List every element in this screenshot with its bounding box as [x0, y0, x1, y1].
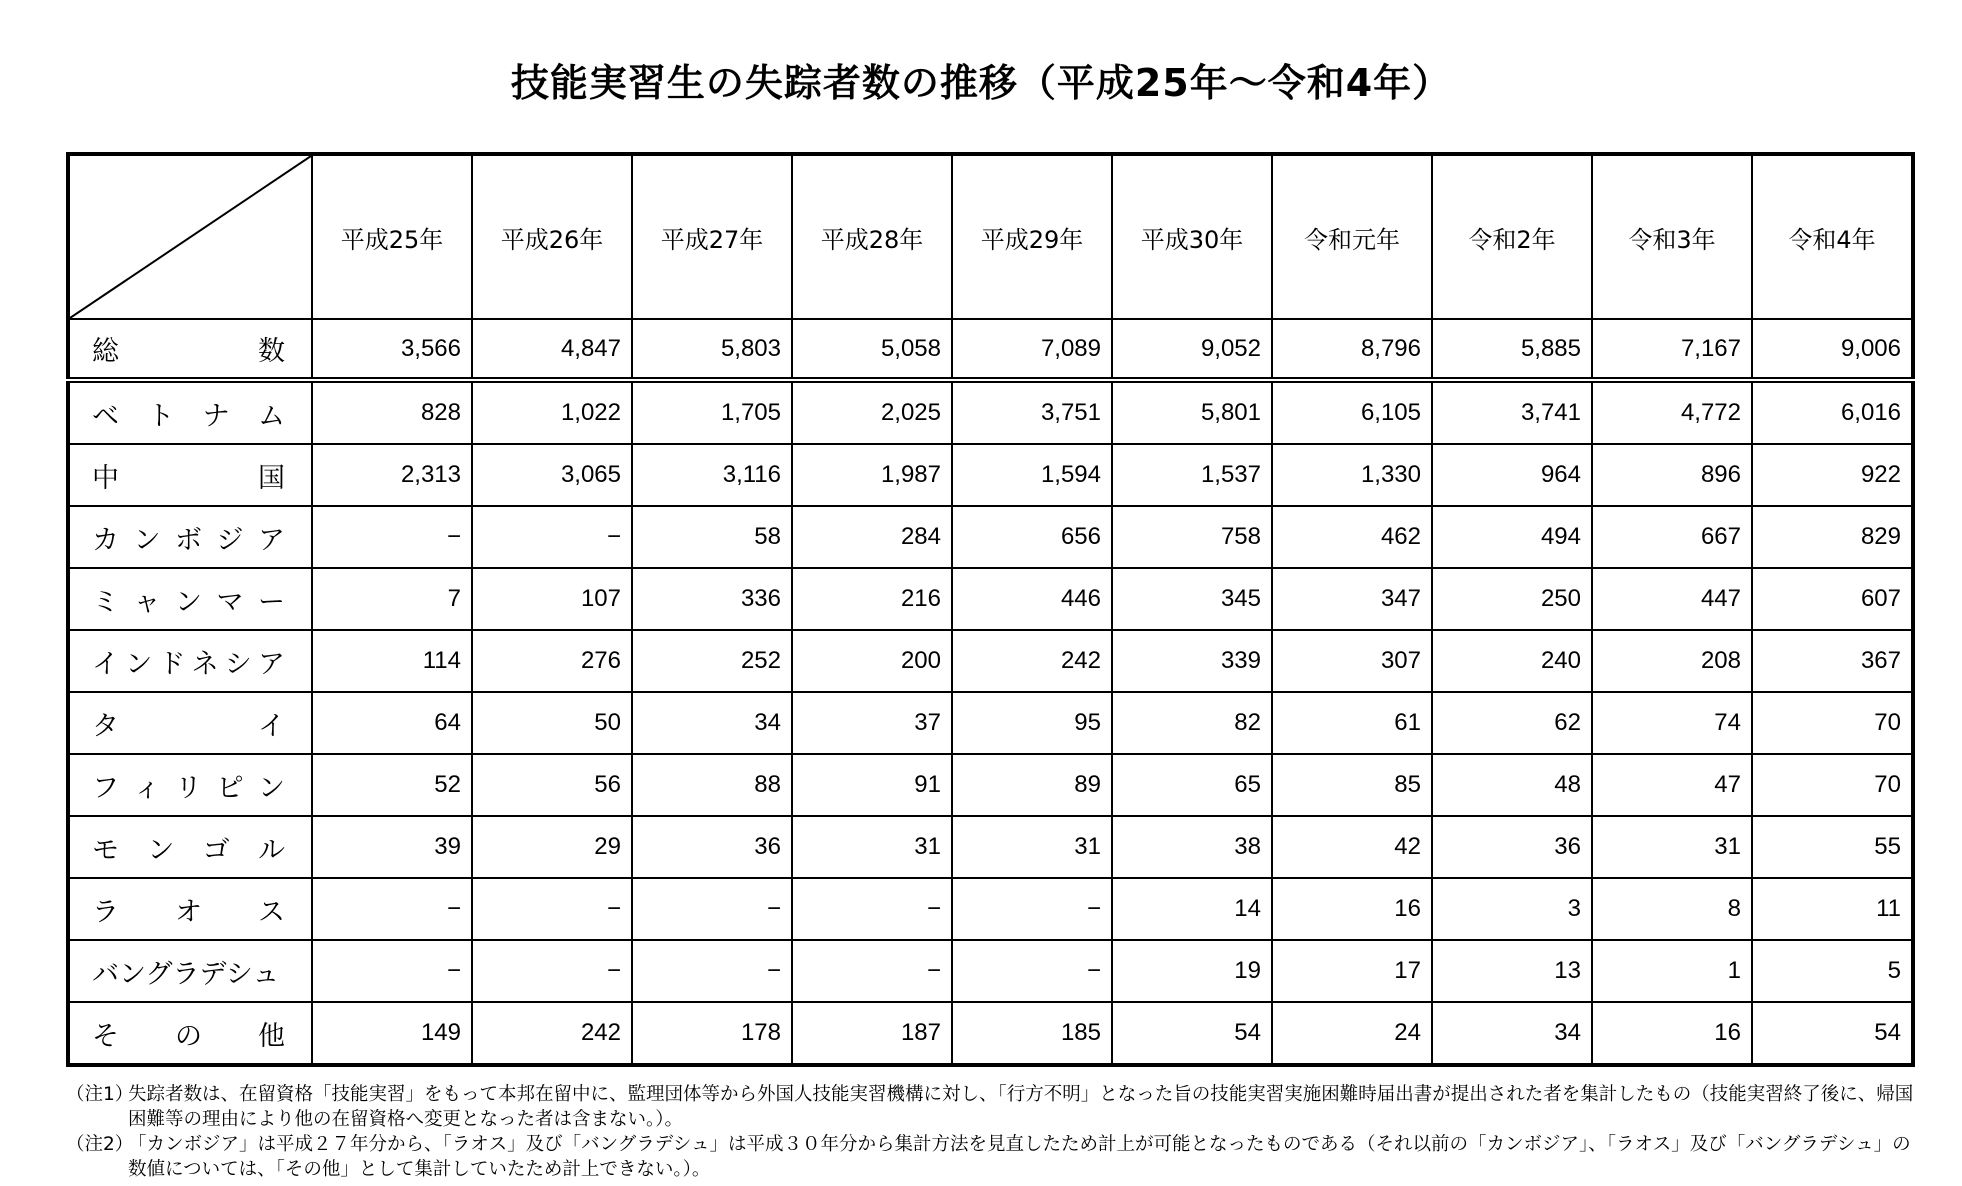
value-cell: −: [312, 940, 472, 1002]
row-label-char: の: [175, 1020, 202, 1052]
note-2: [66, 1132, 1926, 1182]
year-header: 令和3年: [1592, 154, 1752, 319]
value-cell: 3,116: [632, 444, 792, 506]
value-cell: −: [792, 878, 952, 940]
value-cell: 5,058: [792, 319, 952, 380]
value-cell: 5,801: [1112, 380, 1272, 444]
row-label-char: マ: [216, 586, 244, 618]
value-cell: 447: [1592, 568, 1752, 630]
country-row: [68, 380, 1913, 444]
country-row: [68, 1002, 1913, 1065]
row-label-char: ラ: [92, 896, 119, 928]
country-row: [68, 940, 1913, 1002]
value-cell: 758: [1112, 506, 1272, 568]
note-1: [66, 1082, 1926, 1132]
value-cell: 6,105: [1272, 380, 1432, 444]
notes: [66, 1082, 1926, 1182]
value-cell: 17: [1272, 940, 1432, 1002]
row-label-char: ス: [258, 896, 285, 928]
value-cell: 1,022: [472, 380, 632, 444]
value-cell: 494: [1432, 506, 1592, 568]
year-header: 令和2年: [1432, 154, 1592, 319]
value-cell: 31: [952, 816, 1112, 878]
value-cell: −: [312, 506, 472, 568]
value-cell: 964: [1432, 444, 1592, 506]
value-cell: 13: [1432, 940, 1592, 1002]
row-label-char: タ: [92, 710, 119, 742]
value-cell: 896: [1592, 444, 1752, 506]
row-label-char: バングラデシュ: [92, 958, 280, 990]
value-cell: 14: [1112, 878, 1272, 940]
value-cell: 107: [472, 568, 632, 630]
value-cell: 5,885: [1432, 319, 1592, 380]
country-row: [68, 754, 1913, 816]
value-cell: 37: [792, 692, 952, 754]
row-label-char: ネ: [191, 648, 219, 680]
value-cell: −: [632, 878, 792, 940]
value-cell: 208: [1592, 630, 1752, 692]
country-row: [68, 444, 1913, 506]
value-cell: 367: [1752, 630, 1913, 692]
header-row: [68, 154, 1913, 319]
row-label-char: ン: [125, 648, 153, 680]
year-header: 令和元年: [1272, 154, 1432, 319]
row-label-char: モ: [92, 834, 119, 866]
value-cell: 16: [1592, 1002, 1752, 1065]
value-cell: 828: [312, 380, 472, 444]
value-cell: 1: [1592, 940, 1752, 1002]
value-cell: 240: [1432, 630, 1592, 692]
row-label-char: ド: [158, 648, 186, 680]
row-label: [68, 444, 312, 506]
value-cell: 31: [792, 816, 952, 878]
total-row: [68, 319, 1913, 380]
value-cell: 38: [1112, 816, 1272, 878]
value-cell: −: [952, 878, 1112, 940]
value-cell: 1,594: [952, 444, 1112, 506]
country-row: [68, 630, 1913, 692]
value-cell: −: [472, 506, 632, 568]
row-label-char: オ: [175, 896, 202, 928]
year-header: 平成27年: [632, 154, 792, 319]
value-cell: 48: [1432, 754, 1592, 816]
value-cell: 70: [1752, 692, 1913, 754]
row-label: [68, 692, 312, 754]
value-cell: 6,016: [1752, 380, 1913, 444]
country-row: [68, 816, 1913, 878]
value-cell: 29: [472, 816, 632, 878]
row-label-char: ナ: [202, 400, 230, 432]
value-cell: 58: [632, 506, 792, 568]
row-label: [68, 878, 312, 940]
value-cell: 34: [1432, 1002, 1592, 1065]
row-label-char: ン: [147, 834, 175, 866]
value-cell: 74: [1592, 692, 1752, 754]
value-cell: 3,566: [312, 319, 472, 380]
value-cell: 36: [1432, 816, 1592, 878]
note-text: 失踪者数は、在留資格「技能実習」をもって本邦在留中に、監理団体等から外国人技能実習機構に対し、「行方不明」となった旨の技能実習実施困難時届出書が提出された者を集計したもの（技能実習終了後に、帰国困難等の理由により他の在留資格へ変更となった者は含まない。）。: [128, 1084, 1914, 1130]
value-cell: −: [472, 940, 632, 1002]
value-cell: 347: [1272, 568, 1432, 630]
note-text: 「カンボジア」は平成２７年分から、「ラオス」及び「バングラデシュ」は平成３０年分から集計方法を見直したため計上が可能となったものである（それ以前の「カンボジア」、「ラオス」及び「バングラデシュ」の数値については、「その他」として集計していたため計上できない。）。: [128, 1134, 1911, 1180]
row-label: [68, 568, 312, 630]
row-label-char: ン: [133, 524, 161, 556]
value-cell: 5: [1752, 940, 1913, 1002]
value-cell: 149: [312, 1002, 472, 1065]
value-cell: 922: [1752, 444, 1913, 506]
row-label: [68, 816, 312, 878]
row-label: [68, 1002, 312, 1065]
value-cell: 3,065: [472, 444, 632, 506]
value-cell: −: [632, 940, 792, 1002]
row-label-char: イ: [258, 710, 285, 742]
value-cell: 829: [1752, 506, 1913, 568]
value-cell: 284: [792, 506, 952, 568]
value-cell: 276: [472, 630, 632, 692]
row-label-char: ー: [258, 586, 285, 618]
value-cell: 4,847: [472, 319, 632, 380]
value-cell: 114: [312, 630, 472, 692]
value-cell: 85: [1272, 754, 1432, 816]
page-title: 技能実習生の失踪者数の推移（平成25年～令和4年）: [510, 61, 1452, 105]
value-cell: 52: [312, 754, 472, 816]
value-cell: 200: [792, 630, 952, 692]
row-label-char: ベ: [92, 400, 119, 432]
value-cell: 55: [1752, 816, 1913, 878]
value-cell: 62: [1432, 692, 1592, 754]
missing-trainees-table: [66, 152, 1915, 1067]
row-label: [68, 319, 312, 380]
value-cell: 2,313: [312, 444, 472, 506]
value-cell: 47: [1592, 754, 1752, 816]
row-label-char: シ: [224, 648, 252, 680]
year-header: 平成25年: [312, 154, 472, 319]
value-cell: −: [312, 878, 472, 940]
row-label-char: そ: [92, 1020, 119, 1052]
row-label-char: リ: [175, 772, 202, 804]
year-header: 平成26年: [472, 154, 632, 319]
value-cell: −: [952, 940, 1112, 1002]
value-cell: 9,006: [1752, 319, 1913, 380]
value-cell: 34: [632, 692, 792, 754]
value-cell: 19: [1112, 940, 1272, 1002]
country-row: [68, 692, 1913, 754]
value-cell: 31: [1592, 816, 1752, 878]
row-label-char: イ: [92, 648, 119, 680]
row-label: [68, 630, 312, 692]
value-cell: 54: [1112, 1002, 1272, 1065]
row-label-char: 国: [258, 462, 285, 494]
value-cell: 11: [1752, 878, 1913, 940]
value-cell: 91: [792, 754, 952, 816]
value-cell: 5,803: [632, 319, 792, 380]
value-cell: 24: [1272, 1002, 1432, 1065]
row-label-char: ン: [175, 586, 202, 618]
value-cell: 2,025: [792, 380, 952, 444]
value-cell: 656: [952, 506, 1112, 568]
value-cell: 3,741: [1432, 380, 1592, 444]
value-cell: 252: [632, 630, 792, 692]
row-label-char: ア: [258, 524, 285, 556]
row-label-char: 総: [92, 336, 119, 367]
value-cell: 88: [632, 754, 792, 816]
value-cell: 242: [472, 1002, 632, 1065]
value-cell: 462: [1272, 506, 1432, 568]
value-cell: 39: [312, 816, 472, 878]
value-cell: 7: [312, 568, 472, 630]
row-label-char: ボ: [175, 524, 202, 556]
year-header: 平成30年: [1112, 154, 1272, 319]
row-label-char: ゴ: [202, 834, 230, 866]
value-cell: 307: [1272, 630, 1432, 692]
value-cell: 82: [1112, 692, 1272, 754]
value-cell: 8,796: [1272, 319, 1432, 380]
note-label: （注1）: [66, 1084, 134, 1105]
corner-cell: [68, 154, 312, 319]
country-row: [68, 878, 1913, 940]
value-cell: 36: [632, 816, 792, 878]
value-cell: 16: [1272, 878, 1432, 940]
row-label: [68, 754, 312, 816]
value-cell: 1,987: [792, 444, 952, 506]
value-cell: 187: [792, 1002, 952, 1065]
value-cell: 9,052: [1112, 319, 1272, 380]
value-cell: 607: [1752, 568, 1913, 630]
value-cell: 3,751: [952, 380, 1112, 444]
value-cell: 65: [1112, 754, 1272, 816]
value-cell: 185: [952, 1002, 1112, 1065]
value-cell: 1,537: [1112, 444, 1272, 506]
value-cell: 3: [1432, 878, 1592, 940]
value-cell: 61: [1272, 692, 1432, 754]
value-cell: 216: [792, 568, 952, 630]
value-cell: 54: [1752, 1002, 1913, 1065]
country-row: [68, 568, 1913, 630]
row-label-char: ィ: [133, 772, 161, 804]
value-cell: 1,705: [632, 380, 792, 444]
year-header: 平成29年: [952, 154, 1112, 319]
note-label: （注2）: [66, 1134, 134, 1155]
row-label-char: ピ: [216, 772, 244, 804]
row-label: [68, 380, 312, 444]
row-label-char: ジ: [216, 524, 244, 556]
value-cell: 4,772: [1592, 380, 1752, 444]
diagonal-line: [70, 156, 311, 318]
row-label-char: ミ: [92, 586, 119, 618]
row-label-char: 他: [258, 1020, 285, 1052]
value-cell: 250: [1432, 568, 1592, 630]
row-label-char: ル: [257, 834, 285, 866]
row-label-char: ャ: [133, 586, 161, 618]
value-cell: 667: [1592, 506, 1752, 568]
value-cell: 89: [952, 754, 1112, 816]
row-label-char: ア: [257, 648, 285, 680]
country-row: [68, 506, 1913, 568]
value-cell: 7,089: [952, 319, 1112, 380]
value-cell: 345: [1112, 568, 1272, 630]
value-cell: 1,330: [1272, 444, 1432, 506]
value-cell: −: [472, 878, 632, 940]
value-cell: 56: [472, 754, 632, 816]
row-label-char: 中: [92, 462, 119, 494]
year-header: 平成28年: [792, 154, 952, 319]
row-label-char: ム: [257, 400, 285, 432]
value-cell: 95: [952, 692, 1112, 754]
value-cell: 446: [952, 568, 1112, 630]
value-cell: 242: [952, 630, 1112, 692]
row-label-char: 数: [258, 336, 285, 367]
value-cell: 42: [1272, 816, 1432, 878]
value-cell: 64: [312, 692, 472, 754]
row-label: [68, 940, 312, 1002]
value-cell: 8: [1592, 878, 1752, 940]
data-table-container: [66, 152, 1915, 1067]
value-cell: 178: [632, 1002, 792, 1065]
value-cell: 50: [472, 692, 632, 754]
row-label-char: ト: [147, 400, 175, 432]
value-cell: 339: [1112, 630, 1272, 692]
row-label-char: ン: [258, 772, 285, 804]
row-label-char: カ: [92, 524, 119, 556]
value-cell: −: [792, 940, 952, 1002]
value-cell: 7,167: [1592, 319, 1752, 380]
row-label: [68, 506, 312, 568]
value-cell: 336: [632, 568, 792, 630]
row-label-char: フ: [92, 772, 119, 804]
value-cell: 70: [1752, 754, 1913, 816]
year-header: 令和4年: [1752, 154, 1913, 319]
